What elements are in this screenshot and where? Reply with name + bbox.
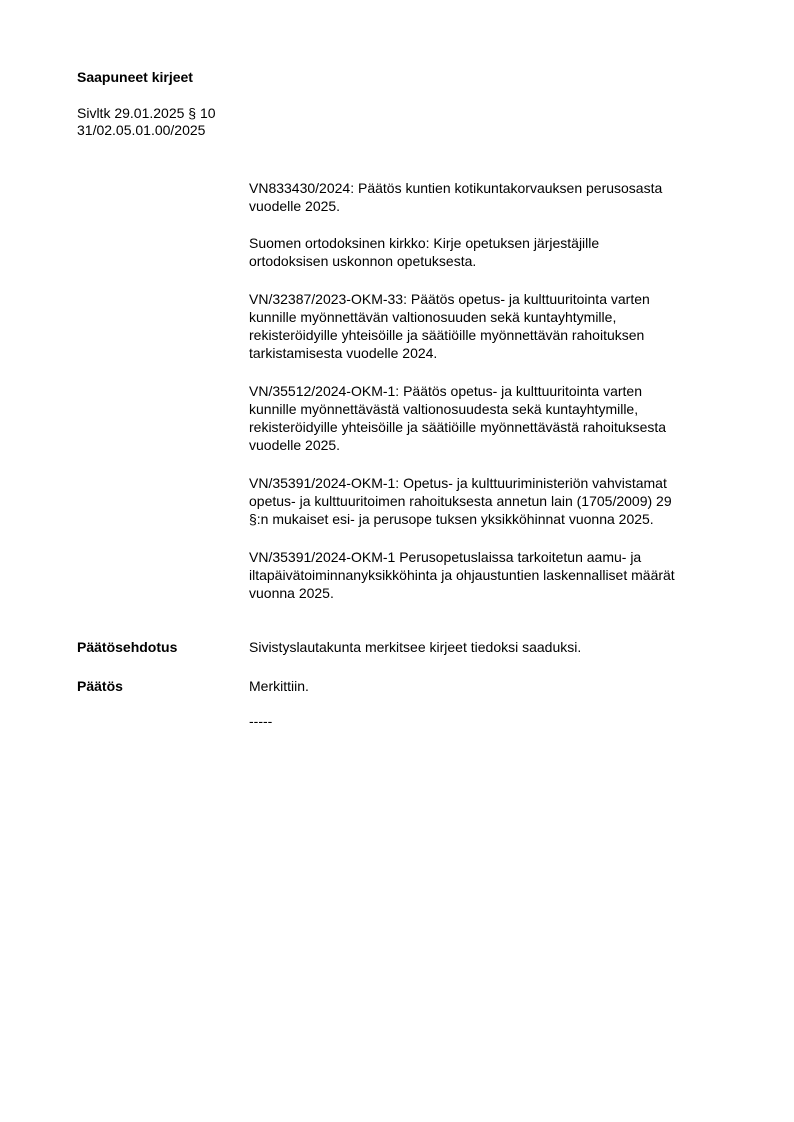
letter-line: VN/35512/2024-OKM-1: Päätös opetus- ja kulttuuritointa varten: [249, 383, 642, 399]
letter-line: kunnille myönnettävän valtionosuuden sekä kuntayhtymille,: [249, 309, 617, 325]
letter-item: [249, 382, 739, 454]
record-number: 31/02.05.01.00/2025: [77, 122, 206, 138]
letter-line: opetus- ja kulttuuritoimen rahoituksesta annetun lain (1705/2009) 29: [249, 493, 672, 509]
letter-line: tarkistamisesta vuodelle 2024.: [249, 345, 438, 361]
letter-line: VN/32387/2023-OKM-33: Päätös opetus- ja kulttuuritointa varten: [249, 291, 650, 307]
meeting-reference: [77, 105, 216, 139]
session-reference: Sivltk 29.01.2025 § 10: [77, 105, 216, 121]
letter-line: vuonna 2025.: [249, 585, 334, 601]
letter-line: vuodelle 2025.: [249, 437, 341, 453]
letter-line: ortodoksisen uskonnon opetuksesta.: [249, 253, 477, 269]
letter-line: vuodelle 2025.: [249, 198, 341, 214]
end-marker: -----: [249, 713, 273, 729]
letter-line: §:n mukaiset esi- ja perusope tuksen yksikköhinnat vuonna 2025.: [249, 511, 654, 527]
letter-item: [249, 179, 739, 215]
incoming-letters-list: [249, 179, 739, 602]
letter-line: VN/35391/2024-OKM-1 Perusopetuslaissa tarkoitetun aamu- ja: [249, 549, 642, 565]
decision-label: Päätös: [77, 678, 123, 694]
letter-line: rekisteröidyille yhteisöille ja säätiöille myönnettävän rahoituksen: [249, 327, 645, 343]
letter-item: [249, 548, 739, 602]
letter-line: Suomen ortodoksinen kirkko: Kirje opetuksen järjestäjille: [249, 235, 600, 251]
letter-line: VN833430/2024: Päätös kuntien kotikuntakorvauksen perusosasta: [249, 180, 663, 196]
proposal-label: Päätösehdotus: [77, 639, 178, 655]
letter-line: iltapäivätoiminnanyksikköhinta ja ohjaustuntien laskennalliset määrät: [249, 567, 675, 583]
decision-text: Merkittiin.: [249, 678, 309, 694]
letter-line: kunnille myönnettävästä valtionosuudesta sekä kuntayhtymille,: [249, 401, 639, 417]
letter-line: rekisteröidyille yhteisöille ja säätiöille myönnettävästä rahoituksesta: [249, 419, 667, 435]
proposal-text: Sivistyslautakunta merkitsee kirjeet tiedoksi saaduksi.: [249, 639, 582, 655]
letter-item: [249, 474, 739, 528]
letter-item: [249, 290, 739, 362]
letter-item: [249, 234, 739, 270]
page-title: Saapuneet kirjeet: [77, 69, 193, 85]
letter-line: VN/35391/2024-OKM-1: Opetus- ja kulttuuriministeriön vahvistamat: [249, 475, 667, 491]
